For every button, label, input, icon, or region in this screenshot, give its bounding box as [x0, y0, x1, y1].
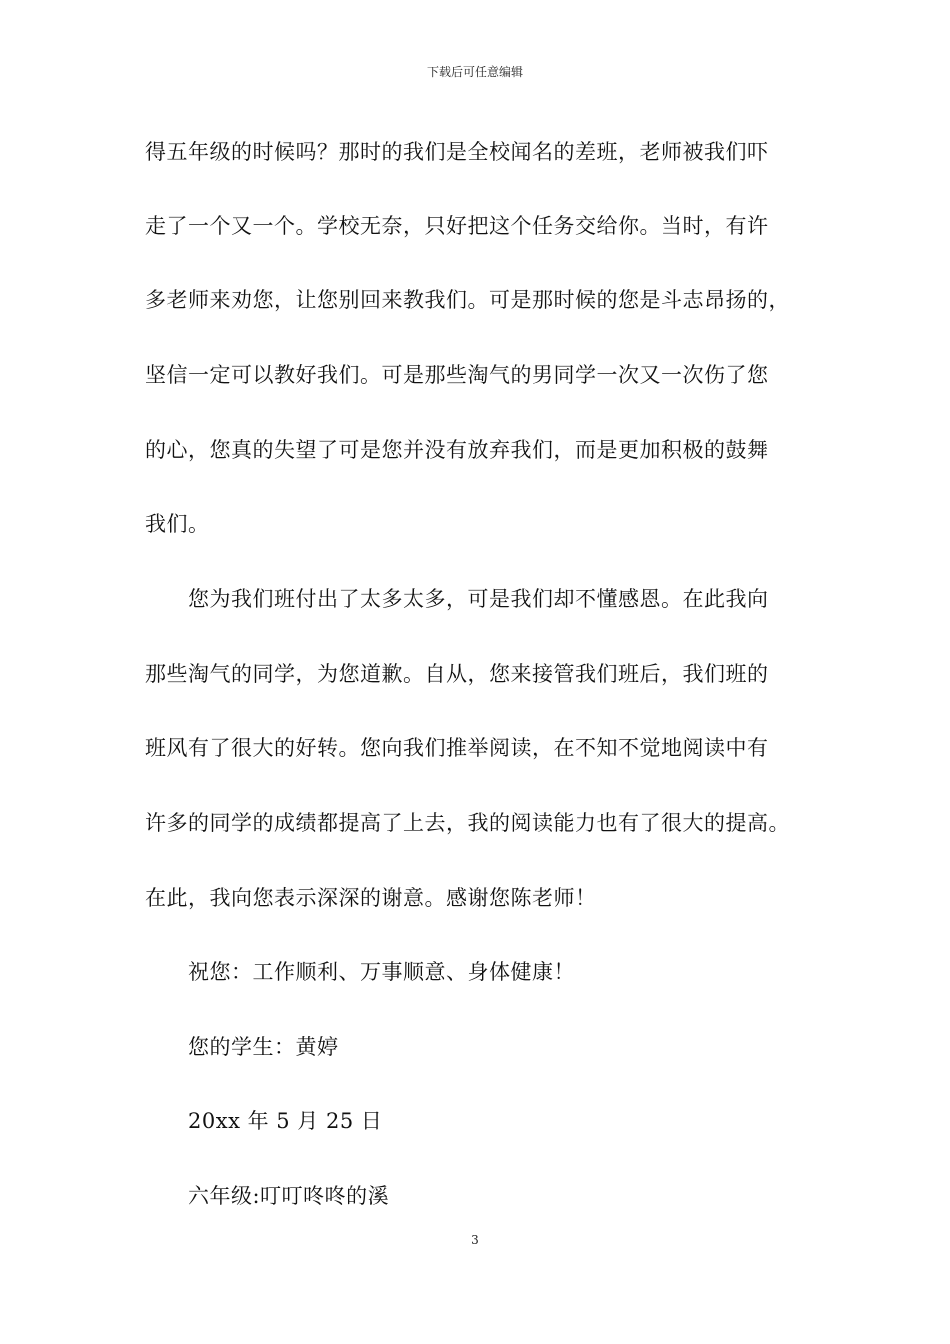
body-line: 的心，您真的失望了可是您并没有放弃我们，而是更加积极的鼓舞 — [145, 438, 769, 462]
body-line: 坚信一定可以教好我们。可是那些淘气的男同学一次又一次伤了您 — [145, 363, 769, 387]
body-line: 在此，我向您表示深深的谢意。感谢您陈老师！ — [145, 886, 597, 910]
page-header: 下载后可任意编辑 — [426, 65, 523, 79]
body-line: 得五年级的时候吗？那时的我们是全校闻名的差班，老师被我们吓 — [145, 140, 769, 164]
page-number: 3 — [471, 1233, 479, 1247]
body-line: 多老师来劝您，让您别回来教我们。可是那时候的您是斗志昂扬的， — [145, 288, 790, 312]
body-line: 我们。 — [145, 512, 210, 536]
body-line: 那些淘气的同学，为您道歉。自从，您来接管我们班后，我们班的 — [145, 662, 769, 686]
next-article-title: 六年级:叮叮咚咚的溪 — [188, 1184, 390, 1208]
body-line: 您为我们班付出了太多太多，可是我们却不懂感恩。在此我向 — [188, 587, 769, 611]
closing-wish: 祝您：工作顺利、万事顺意、身体健康！ — [188, 960, 575, 984]
body-line: 许多的同学的成绩都提高了上去，我的阅读能力也有了很大的提高。 — [145, 811, 790, 835]
date-line: 20xx 年 5 月 25 日 — [188, 1109, 383, 1133]
body-line: 班风有了很大的好转。您向我们推举阅读，在不知不觉地阅读中有 — [145, 736, 769, 760]
signature: 您的学生：黄婷 — [188, 1035, 339, 1059]
body-line: 走了一个又一个。学校无奈，只好把这个任务交给你。当时，有许 — [145, 214, 769, 238]
